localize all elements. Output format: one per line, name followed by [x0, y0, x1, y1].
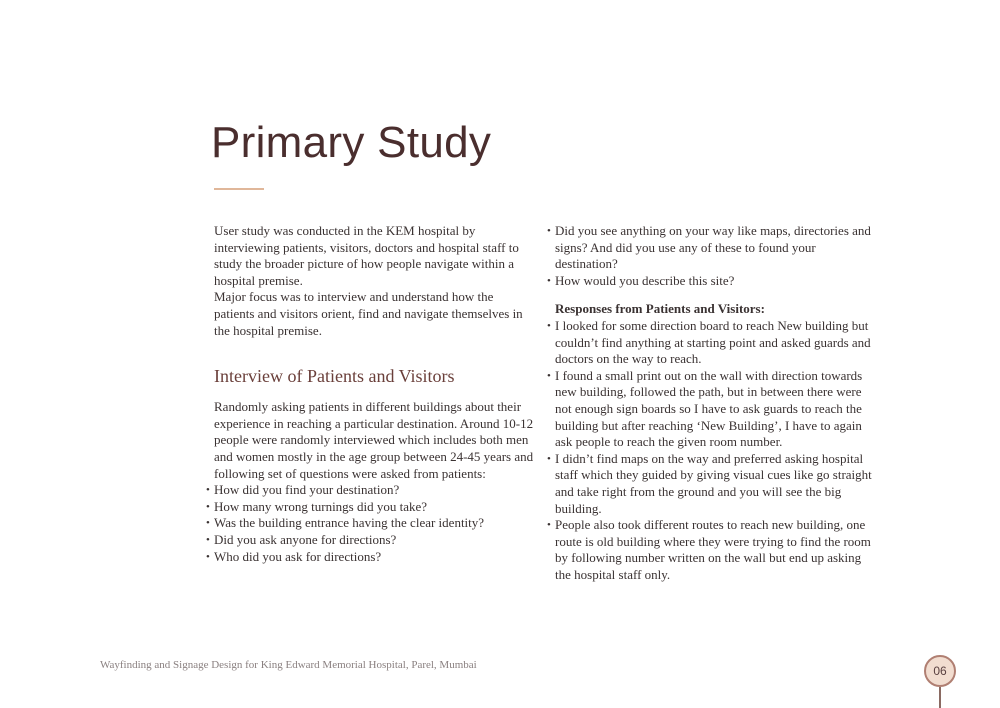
- page-number-badge: 06: [924, 655, 956, 687]
- questions-list-continued: [547, 223, 877, 289]
- list-item: • I didn’t find maps on the way and preferred asking hospital staff which they guided by giving visual cues like go straight and take right from the ground and you will see the big building.: [547, 451, 877, 517]
- section-paragraph: Randomly asking patients in different buildings about their experience in reaching a particular destination. Around 10-12 people were randomly interviewed which includes both men and women mostly in the age group between 24-45 years and following set of questions were asked from patients:: [214, 399, 534, 481]
- right-column: [547, 223, 877, 583]
- list-item: • How would you describe this site?: [547, 273, 877, 290]
- list-item: • I looked for some direction board to reach New building but couldn’t find anything at starting point and asked guards and doctors on the way to reach.: [547, 318, 877, 368]
- left-column: [214, 223, 534, 565]
- list-item: • How did you find your destination?: [206, 482, 534, 499]
- questions-list: [214, 482, 534, 565]
- section-heading: Interview of Patients and Visitors: [214, 366, 455, 387]
- responses-list: [547, 318, 877, 584]
- page-title: Primary Study: [211, 118, 492, 167]
- list-item: • Who did you ask for directions?: [206, 549, 534, 566]
- list-item: • Did you ask anyone for directions?: [206, 532, 534, 549]
- list-item: • People also took different routes to reach new building, one route is old building where they were trying to find the room by following number written on the wall but end up asking the hospital staff only.: [547, 517, 877, 583]
- list-item: • I found a small print out on the wall with direction towards new building, followed the path, but in between there were not enough sign boards so I have to ask guards to reach the building but after reaching ‘New Building’, I have to again ask people to reach the given room number.: [547, 368, 877, 451]
- page-footer: Wayfinding and Signage Design for King Edward Memorial Hospital, Parel, Mumbai: [100, 659, 477, 671]
- title-underline: [214, 188, 264, 190]
- badge-stem: [939, 687, 941, 708]
- list-item: • Was the building entrance having the clear identity?: [206, 515, 534, 532]
- responses-heading: Responses from Patients and Visitors:: [555, 301, 765, 317]
- intro-paragraph: User study was conducted in the KEM hospital by interviewing patients, visitors, doctors and hospital staff to study the broader picture of how people navigate within a hospital premise.: [214, 223, 519, 288]
- intro-paragraph: Major focus was to interview and understand how the patients and visitors orient, find and navigate themselves in the hospital premise.: [214, 289, 523, 338]
- list-item: • How many wrong turnings did you take?: [206, 499, 534, 516]
- list-item: • Did you see anything on your way like maps, directories and signs? And did you use any of these to found your destination?: [547, 223, 877, 273]
